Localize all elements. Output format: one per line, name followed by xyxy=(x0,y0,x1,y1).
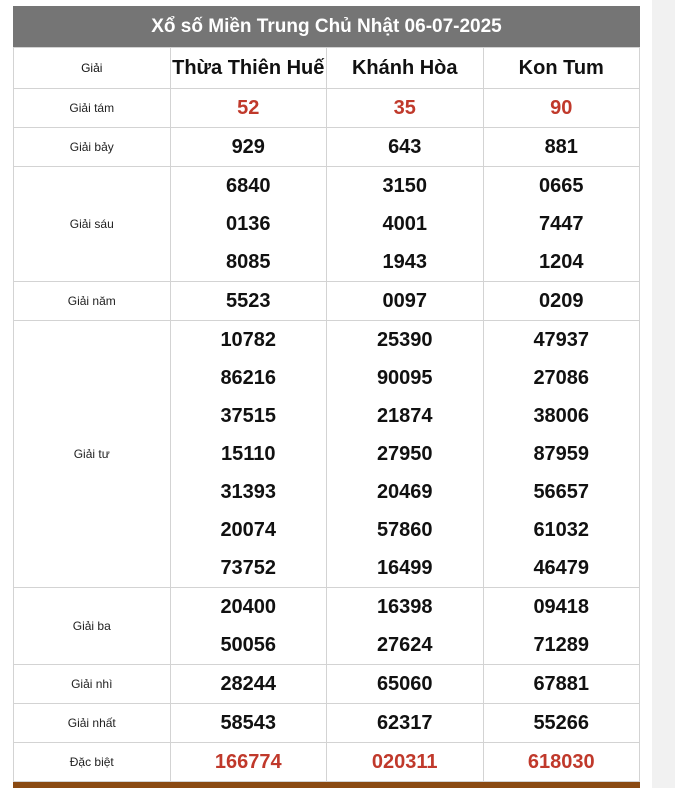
prize-cell xyxy=(327,89,484,128)
province-header: Thừa Thiên Huế xyxy=(170,48,327,89)
prize-row xyxy=(14,743,640,782)
prize-cell xyxy=(327,167,484,282)
prize-cell xyxy=(170,665,327,704)
results-body xyxy=(14,89,640,782)
prize-cell xyxy=(327,588,484,665)
header-row xyxy=(14,48,640,89)
prize-number: 52 xyxy=(237,97,260,119)
prize-number: 166774 xyxy=(214,751,282,773)
prize-cell xyxy=(170,282,327,321)
prize-row xyxy=(14,588,640,665)
prize-number: 4001 xyxy=(382,213,427,235)
prize-cell xyxy=(170,89,327,128)
prize-number: 27624 xyxy=(376,634,433,656)
prize-cell xyxy=(327,743,484,782)
prize-number: 881 xyxy=(544,136,578,158)
prize-label: Giải tám xyxy=(14,89,171,128)
results-board xyxy=(13,6,640,788)
prize-number: 87959 xyxy=(533,443,590,465)
results-table xyxy=(13,47,640,782)
prize-number: 6840 xyxy=(226,175,271,197)
prize-row xyxy=(14,128,640,167)
prize-number: 37515 xyxy=(220,405,277,427)
prize-number: 10782 xyxy=(220,329,277,351)
prize-cell xyxy=(170,704,327,743)
prize-label: Giải bảy xyxy=(14,128,171,167)
prize-number: 35 xyxy=(393,97,416,119)
prize-number: 0136 xyxy=(226,213,271,235)
prize-cell xyxy=(483,704,640,743)
prize-cell xyxy=(483,665,640,704)
prize-number: 020311 xyxy=(371,751,438,773)
prize-number: 0209 xyxy=(539,290,584,312)
prize-label: Giải năm xyxy=(14,282,171,321)
prize-cell xyxy=(483,128,640,167)
prize-number: 3150 xyxy=(382,175,427,197)
bottom-bar xyxy=(13,782,640,788)
prize-number: 56657 xyxy=(533,481,590,503)
prize-number: 16499 xyxy=(376,557,433,579)
prize-row xyxy=(14,89,640,128)
prize-cell xyxy=(483,282,640,321)
prize-cell xyxy=(327,704,484,743)
prize-number: 90 xyxy=(550,97,573,119)
prize-column-header: Giải xyxy=(14,48,171,89)
prize-number: 20400 xyxy=(220,596,277,618)
prize-row xyxy=(14,167,640,282)
prize-cell xyxy=(170,588,327,665)
prize-number: 643 xyxy=(388,136,422,158)
prize-number: 09418 xyxy=(533,596,590,618)
prize-label: Giải tư xyxy=(14,321,171,588)
prize-number: 0665 xyxy=(539,175,584,197)
prize-label: Đặc biệt xyxy=(14,743,171,782)
prize-number: 1204 xyxy=(539,251,584,273)
prize-cell xyxy=(483,743,640,782)
prize-number: 0097 xyxy=(382,290,427,312)
prize-label: Giải sáu xyxy=(14,167,171,282)
prize-number: 47937 xyxy=(533,329,590,351)
prize-number: 58543 xyxy=(220,712,277,734)
prize-number: 27086 xyxy=(533,367,590,389)
prize-row xyxy=(14,321,640,588)
prize-number: 21874 xyxy=(376,405,433,427)
prize-number: 61032 xyxy=(533,519,590,541)
prize-number: 57860 xyxy=(376,519,433,541)
prize-number: 38006 xyxy=(533,405,590,427)
prize-cell xyxy=(483,89,640,128)
prize-number: 16398 xyxy=(376,596,433,618)
prize-number: 31393 xyxy=(220,481,277,503)
prize-number: 929 xyxy=(231,136,265,158)
prize-cell xyxy=(327,321,484,588)
prize-cell xyxy=(483,588,640,665)
prize-number: 50056 xyxy=(220,634,277,656)
prize-cell xyxy=(170,743,327,782)
prize-row xyxy=(14,704,640,743)
prize-number: 67881 xyxy=(533,673,590,695)
prize-number: 20469 xyxy=(376,481,433,503)
prize-cell xyxy=(327,282,484,321)
page-margin xyxy=(652,0,675,788)
prize-label: Giải ba xyxy=(14,588,171,665)
prize-number: 618030 xyxy=(527,751,595,773)
prize-number: 62317 xyxy=(376,712,433,734)
prize-number: 55266 xyxy=(533,712,590,734)
prize-number: 46479 xyxy=(533,557,590,579)
prize-cell xyxy=(170,128,327,167)
prize-number: 15110 xyxy=(220,443,276,465)
prize-label: Giải nhì xyxy=(14,665,171,704)
prize-cell xyxy=(170,321,327,588)
prize-number: 73752 xyxy=(220,557,277,579)
prize-number: 8085 xyxy=(226,251,271,273)
prize-label: Giải nhất xyxy=(14,704,171,743)
prize-number: 1943 xyxy=(382,251,427,273)
prize-number: 27950 xyxy=(376,443,433,465)
prize-number: 65060 xyxy=(376,673,433,695)
prize-number: 71289 xyxy=(533,634,590,656)
prize-number: 25390 xyxy=(376,329,433,351)
prize-cell xyxy=(170,167,327,282)
prize-cell xyxy=(483,321,640,588)
province-header: Khánh Hòa xyxy=(327,48,484,89)
prize-number: 90095 xyxy=(376,367,433,389)
prize-row xyxy=(14,665,640,704)
prize-number: 28244 xyxy=(220,673,277,695)
prize-cell xyxy=(327,128,484,167)
results-title: Xổ số Miền Trung Chủ Nhật 06-07-2025 xyxy=(13,6,640,47)
prize-number: 20074 xyxy=(220,519,277,541)
prize-cell xyxy=(327,665,484,704)
prize-number: 7447 xyxy=(539,213,584,235)
prize-cell xyxy=(483,167,640,282)
prize-number: 5523 xyxy=(226,290,271,312)
prize-number: 86216 xyxy=(220,367,277,389)
prize-row xyxy=(14,282,640,321)
province-header: Kon Tum xyxy=(483,48,640,89)
